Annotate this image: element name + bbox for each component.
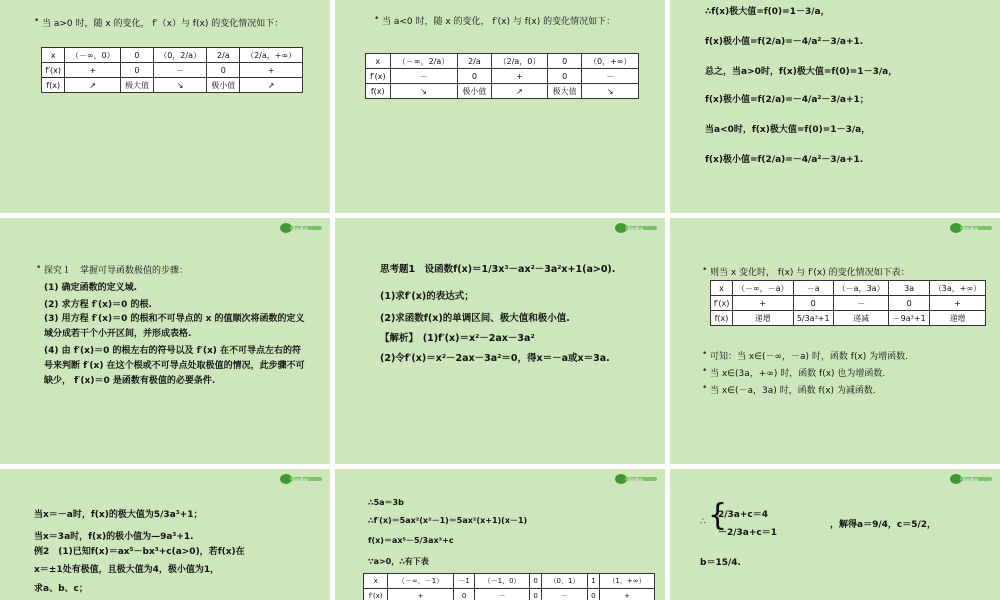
table-cell: 极大值 bbox=[120, 78, 153, 93]
table-row bbox=[366, 69, 639, 84]
table-cell: 0 bbox=[457, 69, 492, 84]
table-cell: + bbox=[492, 69, 548, 84]
slide-5-line-2: (1)求f′(x)的表达式； bbox=[380, 291, 474, 302]
slide-7-line-1: 当x＝－a时，f(x)的极大值为5/3a³+1； bbox=[34, 510, 203, 520]
table-cell: + bbox=[240, 63, 303, 78]
table-cell: －9a³+1 bbox=[889, 311, 930, 326]
slide-1-intro: • 当 a>0 时，随 x 的变化， f′（x）与 f(x) 的变化情况如下： bbox=[42, 16, 283, 29]
logo-icon: BaoBao bbox=[280, 221, 322, 235]
slide-9-eq-2: －2/3a+c＝1 bbox=[718, 528, 778, 538]
slide-3 bbox=[670, 0, 1000, 213]
slide-3-line-2: f(x)极小值=f(2/a)=－4/a²－3/a+1. bbox=[705, 37, 864, 47]
table-cell: － bbox=[475, 589, 530, 600]
table-cell: f(x) bbox=[711, 311, 733, 326]
table-row bbox=[366, 84, 639, 99]
table-cell: －1 bbox=[453, 574, 474, 589]
slide-8-line-1: ∴5a＝3b bbox=[368, 498, 404, 507]
slide-9-solve: ，解得a＝9/4，c＝5/2， bbox=[830, 520, 937, 530]
logo-icon: BaoBao bbox=[950, 221, 992, 235]
table-cell: + bbox=[733, 296, 793, 311]
table-cell: x bbox=[364, 574, 388, 589]
table-cell: ↘ bbox=[153, 78, 206, 93]
slide-5 bbox=[335, 218, 665, 464]
table-cell: 极小值 bbox=[457, 84, 492, 99]
table-cell: f′(x) bbox=[364, 589, 388, 600]
table-cell: 0 bbox=[889, 296, 930, 311]
table-cell: ↗ bbox=[240, 78, 303, 93]
slide-1 bbox=[0, 0, 330, 213]
table-cell: 0 bbox=[120, 63, 153, 78]
table-cell: （2/a，0） bbox=[492, 54, 548, 69]
logo-icon: BaoBao bbox=[615, 472, 657, 486]
slide-5-line-1: 思考题1 设函数f(x)＝1/3x³－ax²－3a²x+1(a>0). bbox=[380, 264, 616, 275]
table-cell: － bbox=[833, 296, 888, 311]
table-cell: （3a，+∞） bbox=[929, 281, 985, 296]
table-cell: （0，2/a） bbox=[153, 48, 206, 63]
slide-6-note-2: • 当 x∈(3a，+∞) 时，函数 f(x) 也为增函数. bbox=[710, 366, 885, 379]
table-cell: （－∞，－a） bbox=[733, 281, 793, 296]
table-cell: （－∞，－1） bbox=[388, 574, 454, 589]
table-cell: 0 bbox=[207, 63, 240, 78]
brace-icon: { bbox=[708, 498, 728, 533]
slide-5-line-5: (2)令f′(x)＝x²－2ax－3a²＝0，得x＝－a或x＝3a. bbox=[380, 353, 610, 364]
slide-4-item-4: (4) 由 f′(x)＝0 的根左右的符号以及 f′(x) 在不可导点左右的符号来判断 f′(x) 在这个根或不可导点处取极值的情况，此步骤不可缺少， f′(x)＝0 是函数有极值的必要条件. bbox=[44, 346, 305, 386]
slide-7 bbox=[0, 469, 330, 600]
slide-9-eq-1: 2/3a+c＝4 bbox=[718, 510, 769, 520]
table-row bbox=[42, 48, 303, 63]
table-cell: ↘ bbox=[390, 84, 457, 99]
table-cell: 2/a bbox=[457, 54, 492, 69]
slide-4-item-2: (2) 求方程 f′(x)＝0 的根. bbox=[44, 300, 152, 310]
table-cell: ↗ bbox=[65, 78, 121, 93]
slide-3-line-4: f(x)极小值=f(2/a)=－4/a²－3/a+1； bbox=[705, 95, 869, 105]
slide-4-title: • 探究１ 掌握可导函数极值的步骤： bbox=[44, 263, 188, 276]
table-cell: 递减 bbox=[833, 311, 888, 326]
table-cell: 递增 bbox=[733, 311, 793, 326]
table-cell: ↘ bbox=[582, 84, 639, 99]
table-cell: 0 bbox=[529, 589, 541, 600]
table-row bbox=[711, 296, 986, 311]
table-cell: 3a bbox=[889, 281, 930, 296]
table-row bbox=[42, 63, 303, 78]
logo-icon: BaoBao bbox=[615, 221, 657, 235]
table-row bbox=[711, 281, 986, 296]
table-cell: （1，+∞） bbox=[600, 574, 655, 589]
slide-4-item-1: (1) 确定函数的定义域. bbox=[44, 283, 138, 293]
table-cell: 极小值 bbox=[207, 78, 240, 93]
table-cell: f(x) bbox=[42, 78, 65, 93]
table-cell: f′(x) bbox=[711, 296, 733, 311]
therefore-icon: ∴ bbox=[700, 517, 706, 527]
table-cell: － bbox=[582, 69, 639, 84]
table-cell: －a bbox=[793, 281, 833, 296]
table-cell: － bbox=[390, 69, 457, 84]
slide-5-line-3: (2)求函数f(x)的单调区间、极大值和极小值. bbox=[380, 313, 570, 324]
table-row bbox=[364, 589, 655, 600]
table-cell: 1 bbox=[587, 574, 599, 589]
table-cell: f′(x) bbox=[42, 63, 65, 78]
table-cell: 5/3a³+1 bbox=[793, 311, 833, 326]
slide-8-line-4: ∵a>0，∴有下表 bbox=[368, 557, 429, 566]
slide-9 bbox=[670, 469, 1000, 600]
table-cell: f′(x) bbox=[366, 69, 391, 84]
table-cell: + bbox=[600, 589, 655, 600]
table-cell: + bbox=[929, 296, 985, 311]
table-cell: 0 bbox=[120, 48, 153, 63]
table-cell: （－∞，2/a） bbox=[390, 54, 457, 69]
slide-4 bbox=[0, 218, 330, 464]
slide-3-line-3: 总之，当a>0时，f(x)极大值=f(0)=1－3/a， bbox=[705, 67, 898, 77]
slide-5-line-4: 【解析】 (1)f′(x)＝x²－2ax－3a² bbox=[380, 333, 535, 344]
table-cell: （－1，0） bbox=[475, 574, 530, 589]
slide-3-line-1: ∴f(x)极大值=f(0)=1－3/a， bbox=[705, 7, 830, 17]
slide-6-intro: • 则当 x 变化时， f(x) 与 f′(x) 的变化情况如下表： bbox=[710, 265, 910, 278]
slide-2-intro: • 当 a<0 时，随 x 的变化， f′(x) 与 f(x) 的变化情况如下： bbox=[382, 14, 615, 27]
table-cell: x bbox=[366, 54, 391, 69]
table-cell: （0，1） bbox=[542, 574, 587, 589]
table-cell: （2/a，+∞） bbox=[240, 48, 303, 63]
slide-7-line-3: 例2 (1)已知f(x)＝ax⁵－bx³+c(a>0)，若f(x)在 bbox=[34, 547, 245, 557]
table-row bbox=[42, 78, 303, 93]
table-cell: + bbox=[388, 589, 454, 600]
slide-3-line-6: f(x)极小值=f(2/a)=－4/a²－3/a+1. bbox=[705, 155, 864, 165]
slide-3-line-5: 当a<0时，f(x)极大值=f(0)=1－3/a， bbox=[705, 125, 871, 135]
slide-2 bbox=[335, 0, 665, 213]
table-cell: x bbox=[42, 48, 65, 63]
slide-8-line-3: f(x)＝ax⁵－5/3ax³+c bbox=[368, 536, 454, 545]
table-cell: 0 bbox=[453, 589, 474, 600]
table-cell: 0 bbox=[547, 69, 582, 84]
slide-6-note-3: • 当 x∈(－a，3a) 时，函数 f(x) 为减函数. bbox=[710, 383, 876, 396]
slide-7-line-2: 当x＝3a时，f(x)的极小值为—9a³+1. bbox=[34, 532, 194, 542]
table-row bbox=[711, 311, 986, 326]
table-cell: x bbox=[711, 281, 733, 296]
table-cell: 0 bbox=[547, 54, 582, 69]
logo-icon: BaoBao bbox=[950, 472, 992, 486]
slide-6-table bbox=[710, 280, 986, 326]
slide-7-line-4: x＝±1处有极值，且极大值为4，极小值为1， bbox=[34, 565, 220, 575]
table-cell: － bbox=[542, 589, 587, 600]
table-cell: （－a，3a） bbox=[833, 281, 888, 296]
slide-2-table bbox=[365, 53, 639, 99]
slide-6 bbox=[670, 218, 1000, 464]
slide-6-note-1: • 可知：当 x∈(－∞，－a) 时，函数 f(x) 为增函数. bbox=[710, 349, 908, 362]
table-row bbox=[366, 54, 639, 69]
table-cell: 0 bbox=[529, 574, 541, 589]
table-cell: ↗ bbox=[492, 84, 548, 99]
table-cell: （0，+∞） bbox=[582, 54, 639, 69]
table-cell: （－∞，0） bbox=[65, 48, 121, 63]
table-cell: 2/a bbox=[207, 48, 240, 63]
table-row bbox=[364, 574, 655, 589]
slide-8 bbox=[335, 469, 665, 600]
table-cell: f(x) bbox=[366, 84, 391, 99]
slide-4-item-3: (3) 用方程 f′(x)＝0 的根和不可导点的 x 的值顺次将函数的定义域分成若干个小开区间，并形成表格. bbox=[44, 314, 305, 339]
table-cell: 极大值 bbox=[547, 84, 582, 99]
slide-8-table bbox=[363, 573, 655, 600]
slide-7-line-5: 求a、b、c； bbox=[34, 584, 88, 594]
table-cell: 0 bbox=[793, 296, 833, 311]
table-cell: － bbox=[153, 63, 206, 78]
slide-1-table bbox=[41, 47, 303, 93]
table-cell: 0 bbox=[587, 589, 599, 600]
slide-9-b: b＝15/4. bbox=[700, 558, 741, 568]
logo-icon: BaoBao bbox=[280, 472, 322, 486]
slide-8-line-2: ∴f′(x)＝5ax²(x²－1)＝5ax²(x+1)(x－1) bbox=[368, 516, 528, 525]
table-cell: 递增 bbox=[929, 311, 985, 326]
table-cell: + bbox=[65, 63, 121, 78]
